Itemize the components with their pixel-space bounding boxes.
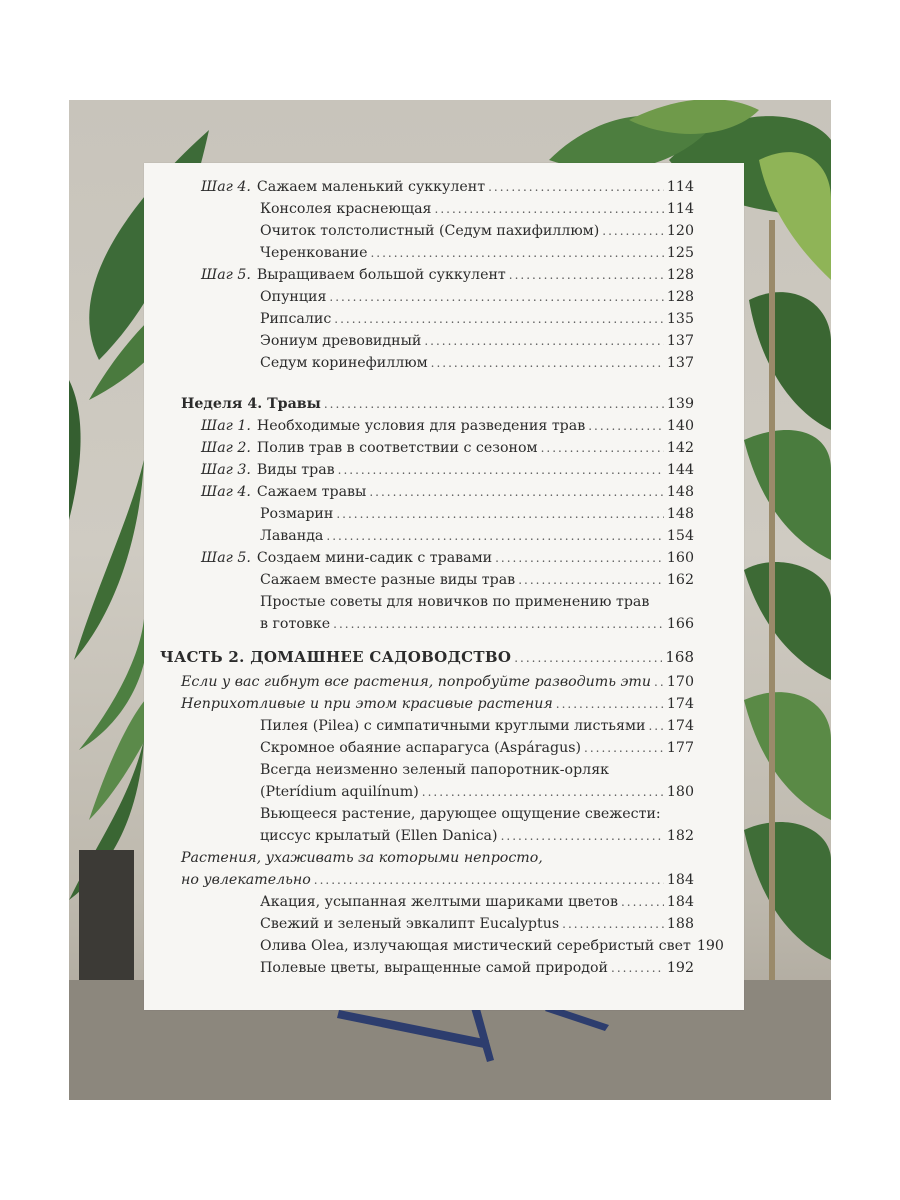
toc-entry: в готовке ..... 166	[260, 616, 694, 638]
toc-entry: Опунция ..... 128	[260, 289, 694, 311]
toc-entry: но увлекательно ..... 184	[181, 872, 694, 894]
toc-entry: Всегда неизменно зеленый папоротник-орляк	[260, 762, 610, 778]
toc-entry: Лаванда ..... 154	[260, 528, 694, 550]
toc-entry: Розмарин ..... 148	[260, 506, 694, 528]
toc-entry: Шаг 3. Виды трав ..... 144	[201, 462, 694, 484]
toc-entry: Очиток толстолистный (Седум пахифиллюм) ..... 120	[260, 223, 694, 245]
toc-entry: Акация, усыпанная желтыми шариками цветов ..... 184	[260, 894, 694, 916]
toc-entry: Шаг 4. Сажаем маленький суккулент ..... 114	[201, 179, 694, 201]
toc-entry: (Pterídium aquilínum) ..... 180	[260, 784, 694, 806]
toc-entry: Свежий и зеленый эвкалипт Eucalyptus ..... 188	[260, 916, 694, 938]
toc-entry: Шаг 5. Создаем мини-садик с травами ..... 160	[201, 550, 694, 572]
toc-entry: Шаг 4. Сажаем травы ..... 148	[201, 484, 694, 506]
toc-entry: Скромное обаяние аспарагуса (Aspáragus) ..... 177	[260, 740, 694, 762]
toc-entry: Полевые цветы, выращенные самой природой ..... 192	[260, 960, 694, 982]
table-of-contents-panel	[144, 163, 744, 1010]
toc-section-heading: Неделя 4. Травы ..... 139	[181, 396, 694, 418]
toc-entry: Консолея краснеющая ..... 114	[260, 201, 694, 223]
toc-entry: Седум коринефиллюм ..... 137	[260, 355, 694, 377]
toc-entry: Сажаем вместе разные виды трав ..... 162	[260, 572, 694, 594]
toc-entry: Черенкование ..... 125	[260, 245, 694, 267]
toc-entry: Вьющееся растение, дарующее ощущение свежести:	[260, 806, 661, 822]
toc-entry: Шаг 2. Полив трав в соответствии с сезоном ..... 142	[201, 440, 694, 462]
toc-entry: циссус крылатый (Ellen Danica) ..... 182	[260, 828, 694, 850]
toc-entry: Если у вас гибнут все растения, попробуйте разводить эти ..... 170	[181, 674, 694, 696]
toc-entry: Эониум древовидный ..... 137	[260, 333, 694, 355]
toc-entry: Шаг 5. Выращиваем большой суккулент ..... 128	[201, 267, 694, 289]
toc-entry: Пилея (Pilea) с симпатичными круглыми листьями ..... 174	[260, 718, 694, 740]
toc-part-heading: ЧАСТЬ 2. ДОМАШНЕЕ САДОВОДСТВО ..... 168	[160, 648, 694, 670]
toc-entry: Растения, ухаживать за которыми непросто,	[181, 850, 543, 866]
toc-entry: Простые советы для новичков по применению трав	[260, 594, 650, 610]
toc-entry: Шаг 1. Необходимые условия для разведения трав ..... 140	[201, 418, 694, 440]
toc-entry: Рипсалис ..... 135	[260, 311, 694, 333]
toc-entry: Олива Olea, излучающая мистический серебристый свет 190	[260, 938, 724, 954]
toc-entry: Неприхотливые и при этом красивые растения ..... 174	[181, 696, 694, 718]
